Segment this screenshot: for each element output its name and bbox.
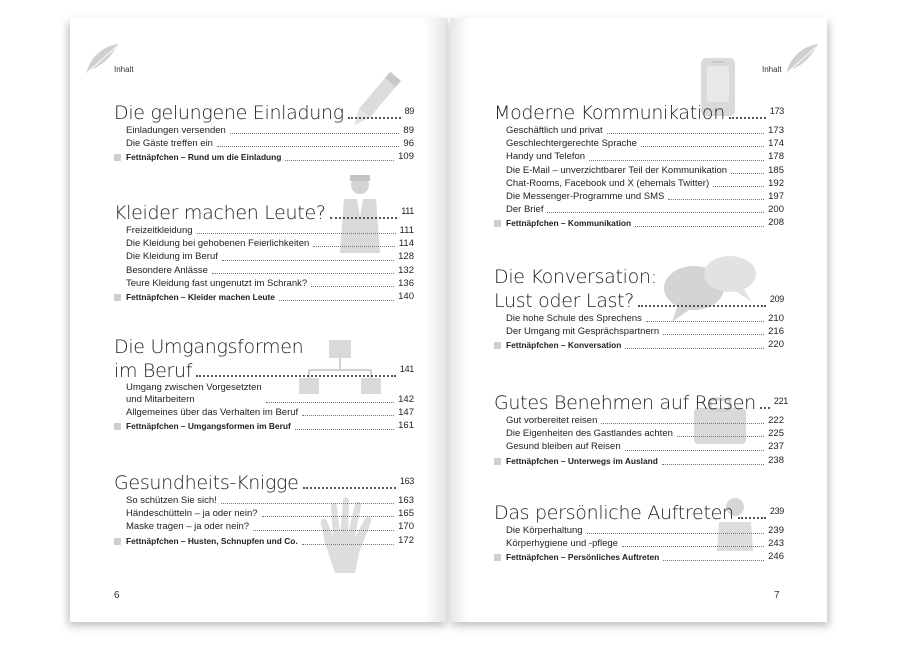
section-page: 239 (769, 506, 784, 516)
section-title-cont: im Beruf (114, 360, 193, 382)
entry-title: Fettnäpfchen – Kommunikation (506, 218, 632, 229)
section-title-row[interactable] (494, 500, 784, 524)
dot-leader (253, 530, 394, 531)
section-title-row[interactable] (114, 358, 414, 382)
dot-leader (302, 544, 394, 545)
entry-title: Die Kleidung bei gehobenen Feierlichkeiten (126, 238, 310, 250)
dot-leader (295, 429, 394, 430)
fettnaepfchen-entry[interactable] (494, 216, 784, 230)
toc-section (494, 266, 784, 352)
fettnaepfchen-entry[interactable] (494, 454, 784, 468)
toc-section (494, 390, 789, 468)
dot-leader (635, 226, 764, 227)
entry-page: 210 (768, 313, 784, 324)
toc-entry[interactable] (494, 524, 784, 537)
entry-title: Körperhygiene und -pflege (506, 538, 618, 550)
entry-page: 142 (398, 394, 414, 405)
dot-leader (641, 146, 764, 147)
dot-leader (663, 560, 764, 561)
dot-leader (313, 246, 395, 247)
dot-leader (303, 487, 396, 489)
entry-page: 174 (768, 138, 784, 150)
dot-leader (638, 305, 766, 307)
entry-title: Fettnäpfchen – Rund um die Einladung (126, 152, 282, 163)
feather-icon (782, 42, 822, 76)
dot-leader (330, 217, 398, 219)
dot-leader (760, 407, 770, 409)
entry-page: 170 (398, 521, 414, 533)
entry-title: Chat-Rooms, Facebook und X (ehemals Twitter) (506, 177, 710, 189)
entry-title: Gesund bleiben auf Reisen (506, 441, 621, 453)
dot-leader (646, 321, 764, 322)
dot-leader (348, 117, 401, 119)
section-title-row[interactable] (114, 100, 414, 124)
entry-page: 165 (398, 508, 414, 520)
entry-page: 208 (768, 217, 784, 229)
entry-title-line1: Umgang zwischen Vorgesetzten (126, 382, 262, 393)
section-page: 221 (773, 396, 789, 406)
entry-page: 178 (768, 151, 784, 163)
fettnaepfchen-entry[interactable] (114, 419, 414, 433)
toc-entry[interactable] (494, 427, 784, 440)
dot-leader (589, 160, 764, 161)
toc-entry[interactable] (114, 137, 414, 150)
entry-page: 243 (768, 538, 784, 550)
dot-leader (663, 334, 764, 335)
entry-title: Besondere Anlässe (126, 264, 208, 276)
fettnaepfchen-entry[interactable] (114, 290, 414, 304)
entry-title: Händeschütteln – ja oder nein? (126, 508, 258, 520)
entry-title: Der Brief (506, 204, 544, 216)
entry-page: 216 (768, 326, 784, 338)
entry-title: Freizeitkleidung (126, 225, 193, 236)
dot-leader (285, 160, 394, 161)
dot-leader (662, 464, 764, 465)
fettnaepfchen-entry[interactable] (494, 338, 784, 352)
entry-page: 111 (399, 225, 414, 236)
entry-page: 239 (768, 525, 784, 536)
toc-entry[interactable] (494, 312, 784, 325)
toc-entry[interactable] (494, 150, 784, 163)
entry-title: Die hohe Schule des Sprechens (506, 313, 642, 324)
entry-page: 96 (403, 138, 414, 150)
entry-title: Geschäftlich und privat (506, 125, 603, 136)
entry-title: Die Messenger-Programme und SMS (506, 191, 665, 203)
toc-entry[interactable] (114, 406, 414, 419)
toc-entry[interactable] (114, 507, 414, 520)
toc-entry[interactable] (494, 325, 784, 338)
entry-title: Handy und Telefon (506, 151, 586, 163)
gutter-shadow (450, 18, 468, 622)
dot-leader (668, 199, 764, 200)
entry-page: 225 (768, 428, 784, 440)
dot-leader (738, 517, 766, 519)
toc-entry[interactable] (494, 203, 784, 216)
section-page: 163 (399, 476, 414, 486)
page-number: 6 (114, 590, 120, 601)
toc-section (494, 100, 784, 230)
entry-page: 246 (768, 551, 784, 563)
entry-page: 238 (768, 454, 784, 466)
section-title: Das persönliche Auftreten (494, 502, 734, 524)
dot-leader (262, 516, 395, 517)
entry-title: Fettnäpfchen – Konversation (506, 340, 622, 351)
section-title-row[interactable] (494, 390, 789, 414)
dot-leader (221, 503, 394, 504)
toc-section (114, 200, 414, 304)
square-marker-icon (114, 154, 121, 161)
dot-leader (601, 423, 764, 424)
entry-title: Maske tragen – ja oder nein? (126, 521, 250, 533)
section-title[interactable]: Die Umgangsformen (114, 336, 304, 358)
right-page (450, 18, 827, 622)
section-title[interactable]: Die Konversation: (494, 266, 657, 288)
toc-entry[interactable] (494, 177, 784, 190)
toc-entry[interactable] (114, 124, 414, 137)
left-page (70, 18, 448, 622)
toc-entry[interactable] (114, 237, 414, 250)
section-page: 173 (769, 106, 784, 116)
entry-page: 173 (768, 125, 784, 136)
entry-title: Geschlechtergerechte Sprache (506, 138, 637, 150)
dot-leader (587, 533, 765, 534)
section-title-cont: Lust oder Last? (494, 290, 635, 312)
dot-leader (625, 348, 764, 349)
toc-entry[interactable] (494, 414, 784, 427)
section-title: Moderne Kommunikation (494, 102, 725, 124)
entry-page: 163 (398, 495, 414, 506)
square-marker-icon (494, 220, 501, 227)
toc-section (114, 100, 414, 164)
square-marker-icon (494, 458, 501, 465)
dot-leader (222, 260, 394, 261)
entry-page: 172 (398, 534, 414, 546)
square-marker-icon (114, 423, 121, 430)
gutter-shadow (424, 18, 448, 622)
entry-title: Teure Kleidung fast ungenutzt im Schrank? (126, 277, 308, 289)
section-title: Kleider machen Leute? (114, 202, 326, 224)
dot-leader (217, 146, 399, 147)
dot-leader (625, 450, 765, 451)
toc-section (494, 500, 784, 564)
toc-entry[interactable] (114, 277, 414, 290)
dot-leader (677, 436, 764, 437)
entry-page: 147 (398, 407, 414, 418)
entry-title: Fettnäpfchen – Persönliches Auftreten (506, 552, 660, 563)
entry-page: 89 (403, 125, 414, 136)
section-page: 111 (401, 206, 414, 216)
entry-page: 197 (768, 191, 784, 203)
section-title-row[interactable] (494, 100, 784, 124)
entry-title (126, 382, 262, 406)
entry-title: Einladungen versenden (126, 125, 226, 136)
dot-leader (302, 415, 394, 416)
dot-leader (196, 375, 396, 377)
entry-page: 237 (768, 441, 784, 453)
section-title-row[interactable] (494, 288, 784, 312)
running-head: Inhalt (762, 65, 782, 74)
entry-page: 136 (398, 277, 414, 289)
entry-page: 185 (768, 164, 784, 176)
entry-title: Fettnäpfchen – Umgangsformen im Beruf (126, 421, 291, 432)
entry-page: 109 (398, 151, 414, 163)
page-number: 7 (774, 590, 780, 601)
toc-entry[interactable] (114, 520, 414, 533)
section-page: 89 (404, 106, 414, 116)
section-title-row[interactable] (114, 200, 414, 224)
toc-entry[interactable] (114, 382, 414, 406)
toc-entry[interactable] (494, 537, 784, 550)
toc-entry[interactable] (494, 440, 784, 453)
square-marker-icon (114, 294, 121, 301)
dot-leader (729, 117, 766, 119)
fettnaepfchen-entry[interactable] (494, 550, 784, 564)
toc-section (114, 336, 414, 433)
toc-entry[interactable] (114, 264, 414, 277)
dot-leader (311, 286, 394, 287)
dot-leader (197, 233, 396, 234)
entry-page: 128 (398, 251, 414, 263)
entry-title: Die Körperhaltung (506, 525, 583, 536)
entry-title: Allgemeines über das Verhalten im Beruf (126, 407, 299, 418)
toc-entry[interactable] (494, 124, 784, 137)
entry-title: Gut vorbereitet reisen (506, 415, 598, 426)
entry-page: 200 (768, 204, 784, 216)
entry-title: Fettnäpfchen – Unterwegs im Ausland (506, 455, 658, 466)
entry-title: Fettnäpfchen – Husten, Schnupfen und Co. (126, 535, 298, 546)
section-page: 141 (399, 364, 414, 374)
square-marker-icon (494, 342, 501, 349)
section-title-row[interactable] (114, 470, 414, 494)
entry-title: Die Gäste treffen ein (126, 138, 213, 150)
square-marker-icon (494, 554, 501, 561)
entry-title: So schützen Sie sich! (126, 495, 217, 506)
dot-leader (607, 133, 765, 134)
entry-title: Der Umgang mit Gesprächspartnern (506, 326, 660, 338)
section-title: Gutes Benehmen auf Reisen (494, 392, 756, 414)
fettnaepfchen-entry[interactable] (114, 534, 414, 548)
fettnaepfchen-entry[interactable] (114, 150, 414, 164)
dot-leader (279, 300, 394, 301)
entry-page: 132 (398, 264, 414, 276)
dot-leader (731, 173, 764, 174)
toc-entry[interactable] (494, 137, 784, 150)
toc-entry[interactable] (494, 164, 784, 177)
entry-title: Die E-Mail – unverzichtbarer Teil der Kommunikation (506, 164, 728, 176)
toc-entry[interactable] (494, 190, 784, 203)
dot-leader (266, 402, 394, 403)
toc-entry[interactable] (114, 494, 414, 507)
section-title: Die gelungene Einladung (114, 102, 344, 124)
entry-page: 161 (398, 420, 414, 432)
dot-leader (212, 273, 394, 274)
dot-leader (230, 133, 400, 134)
entry-title-line2: und Mitarbeitern (126, 394, 195, 405)
entry-page: 114 (398, 238, 414, 250)
entry-title: Fettnäpfchen – Kleider machen Leute (126, 292, 275, 303)
entry-page: 192 (768, 177, 784, 189)
square-marker-icon (114, 538, 121, 545)
toc-entry[interactable] (114, 224, 414, 237)
entry-page: 220 (768, 339, 784, 351)
toc-entry[interactable] (114, 250, 414, 263)
toc-section (114, 470, 414, 548)
dot-leader (547, 212, 764, 213)
section-page: 209 (769, 294, 784, 304)
section-title: Gesundheits-Knigge (114, 472, 299, 494)
running-head: Inhalt (114, 65, 134, 74)
entry-title: Die Kleidung im Beruf (126, 251, 218, 263)
entry-page: 222 (768, 415, 784, 426)
dot-leader (622, 546, 764, 547)
entry-title: Die Eigenheiten des Gastlandes achten (506, 428, 673, 440)
entry-page: 140 (398, 291, 414, 303)
dot-leader (713, 186, 764, 187)
